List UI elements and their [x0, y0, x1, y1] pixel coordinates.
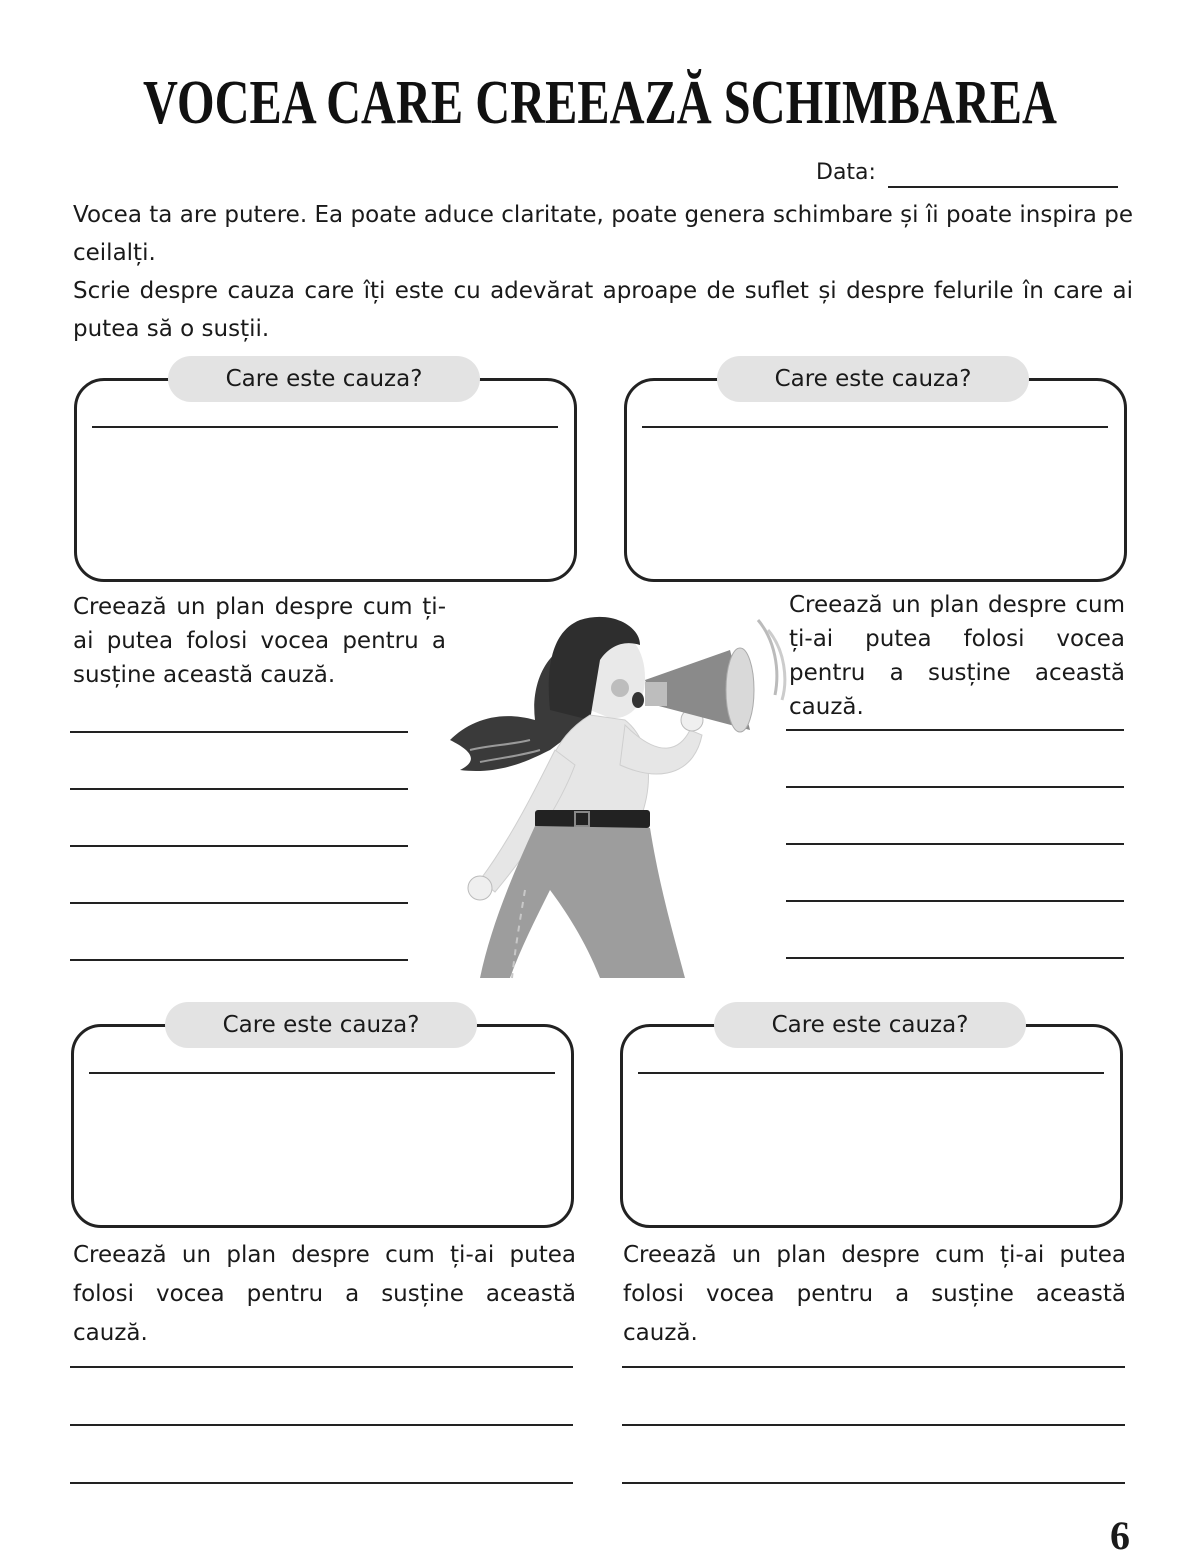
plan-line[interactable] — [786, 957, 1124, 959]
plan-line[interactable] — [70, 902, 408, 904]
plan-line[interactable] — [622, 1366, 1125, 1368]
date-label: Data: — [816, 160, 876, 185]
plan-line[interactable] — [70, 1424, 573, 1426]
page-number: 6 — [1110, 1513, 1130, 1558]
cause-box-bottom-left — [71, 1024, 574, 1228]
plan-line[interactable] — [786, 843, 1124, 845]
woman-megaphone-illustration — [440, 600, 790, 980]
cause-label-top-right: Care este cauza? — [717, 356, 1029, 402]
cause-box-top-left — [74, 378, 577, 582]
plan-line[interactable] — [70, 788, 408, 790]
plan-line[interactable] — [786, 729, 1124, 731]
plan-prompt-middle-right: Creează un plan despre cum ți-ai putea folosi vocea pentru a susține această cauză. — [789, 592, 1125, 720]
plan-line[interactable] — [70, 1366, 573, 1368]
plan-prompt-middle-left: Creează un plan despre cum ți-ai putea folosi vocea pentru a susține această cauză. — [73, 594, 446, 688]
plan-line[interactable] — [786, 900, 1124, 902]
plan-line[interactable] — [70, 1482, 573, 1484]
cause-input-line-top-left[interactable] — [92, 426, 558, 428]
plan-line[interactable] — [786, 786, 1124, 788]
cause-input-line-top-right[interactable] — [642, 426, 1108, 428]
plan-line[interactable] — [70, 959, 408, 961]
intro-paragraph-1: Vocea ta are putere. Ea poate aduce claritate, poate genera schimbare și îi poate inspira pe ceilalți. — [73, 202, 1133, 266]
plan-line[interactable] — [622, 1482, 1125, 1484]
cause-input-line-bottom-right[interactable] — [638, 1072, 1104, 1074]
page-title: VOCEA CARE CREEAZĂ SCHIMBAREA — [143, 69, 1057, 137]
cause-label-bottom-left: Care este cauza? — [165, 1002, 477, 1048]
cause-box-top-right — [624, 378, 1127, 582]
cause-label-top-left: Care este cauza? — [168, 356, 480, 402]
date-input-line[interactable] — [888, 186, 1118, 188]
cause-box-bottom-right — [620, 1024, 1123, 1228]
plan-line[interactable] — [622, 1424, 1125, 1426]
plan-line[interactable] — [70, 845, 408, 847]
cause-label-bottom-right: Care este cauza? — [714, 1002, 1026, 1048]
cause-input-line-bottom-left[interactable] — [89, 1072, 555, 1074]
plan-line[interactable] — [70, 731, 408, 733]
plan-prompt-bottom-right: Creează un plan despre cum ți-ai putea folosi vocea pentru a susține această cauză. — [623, 1242, 1126, 1346]
plan-prompt-bottom-left: Creează un plan despre cum ți-ai putea folosi vocea pentru a susține această cauză. — [73, 1242, 576, 1346]
intro-paragraph-2: Scrie despre cauza care îți este cu adevărat aproape de suflet și despre felurile în care ai putea să o susții. — [73, 278, 1133, 342]
